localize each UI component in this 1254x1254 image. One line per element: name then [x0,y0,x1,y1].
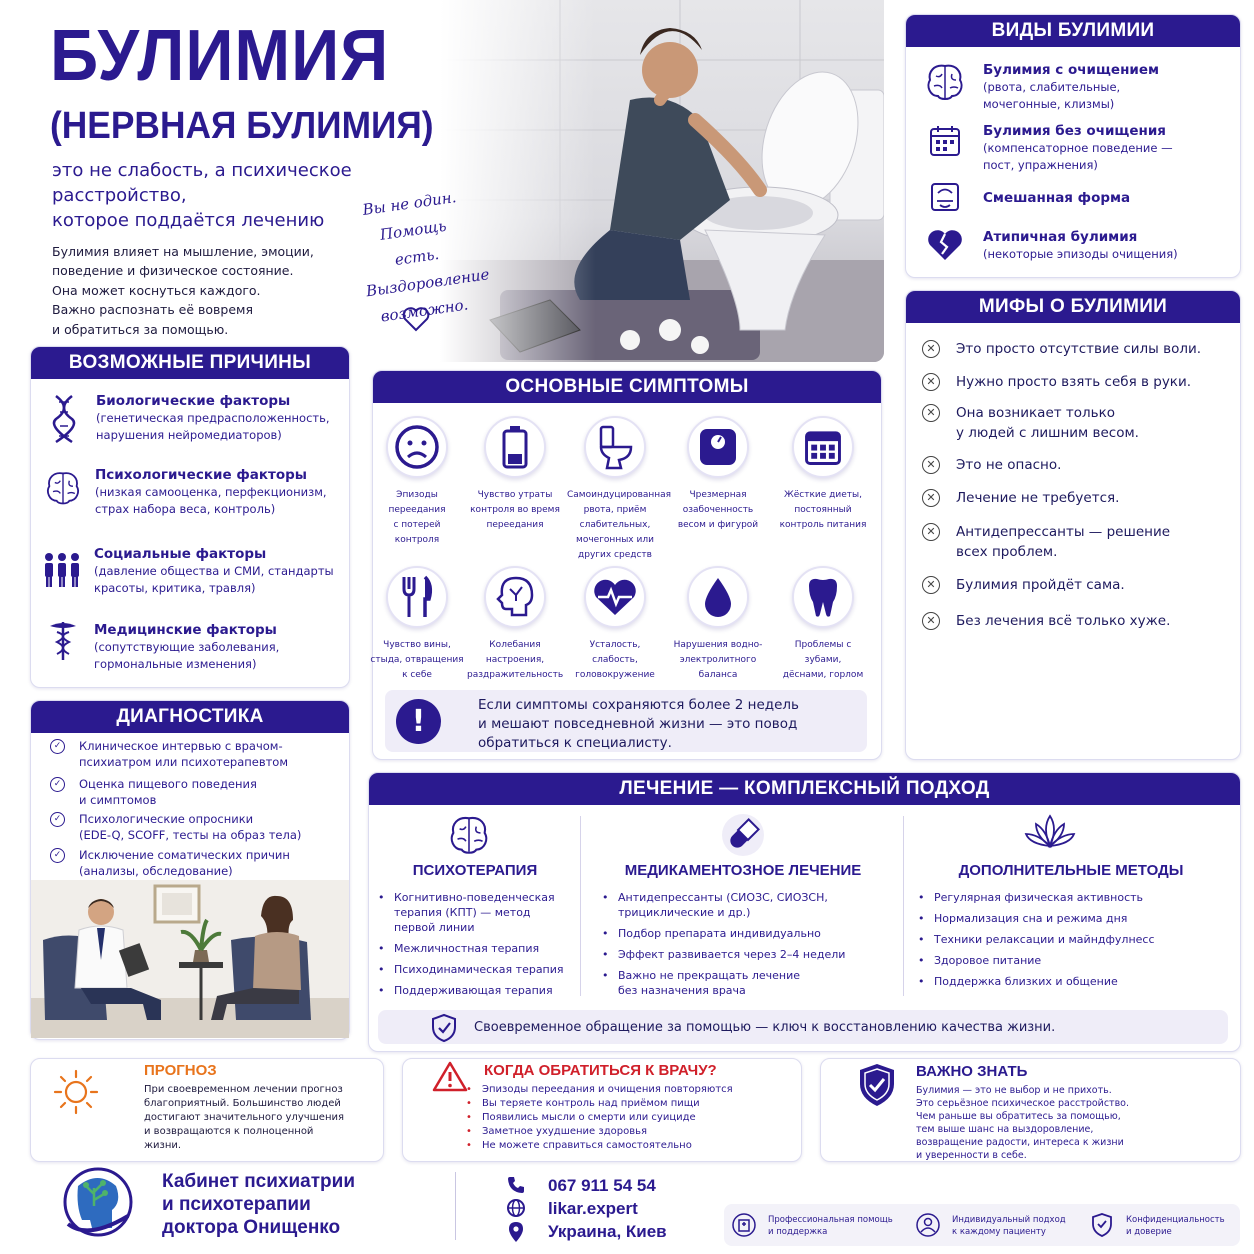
x-circle-icon: ✕ [922,612,940,630]
clinic-name: Кабинет психиатрии и психотерапии доктора Онищенко [162,1171,355,1238]
diagnostic-item: ✓ Клиническое интервью с врачом- психиатром или психотерапевтом [50,738,288,770]
myth-item: ✕ Нужно просто взять себя в руки. [922,372,1191,392]
x-circle-icon: ✕ [922,576,940,594]
shield-check-icon [430,1013,458,1043]
prognosis-title: ПРОГНОЗ [144,1062,217,1079]
type-item-3: Смешанная форма [983,190,1131,206]
website-link[interactable]: likar.expert [548,1199,638,1218]
type-item-1: Булимия с очищением (рвота, слабительные, мочегонные, клизмы) [983,62,1160,111]
sad-face-icon [394,424,440,470]
x-circle-icon: ✕ [922,489,940,507]
symptom-item: Жёсткие диеты, постоянный контроль питания [775,416,871,533]
treatment-list: • Антидепрессанты (СИОЗС, СИОЗСН, трициклические и др.) • Подбор препарата индивидуально • Эффект развивается через 2–4 недели • Важно не прекращать лечение без назначения врача [602,890,898,1004]
lotus-icon [1024,812,1076,852]
check-circle-icon: ✓ [50,848,65,863]
treatment-col-title: МЕДИКАМЕНТОЗНОЕ ЛЕЧЕНИЕ [624,862,862,879]
symptoms-alert-text: Если симптомы сохраняются более 2 недель и мешают повседневной жизни — это повод обратиться к специалисту. [478,697,799,751]
clinic-logo [58,1166,142,1238]
dna-icon [50,394,78,444]
calendar-icon [928,124,962,158]
globe-icon [506,1198,526,1218]
treatment-col-title: ДОПОЛНИТЕЛЬНЫЕ МЕТОДЫ [958,862,1184,879]
phone-icon [506,1175,526,1195]
symptom-item: Чувство утраты контроля во время переедания [467,416,563,533]
treatment-footer-text: Своевременное обращение за помощью — ключ к восстановлению качества жизни. [474,1020,1056,1035]
symptoms-title: ОСНОВНЫЕ СИМПТОМЫ [373,371,881,403]
brain-icon [922,60,968,104]
drop-icon [703,576,733,618]
scale-icon [697,426,739,468]
page-subtitle-title: (НЕРВНАЯ БУЛИМИЯ) [50,105,434,147]
myth-item: ✕ Без лечения всё только хуже. [922,611,1170,631]
handwritten-note: Вы не один. Помощь есть. Выздоровление возможно. [361,188,491,326]
heart-pulse-icon [592,577,638,617]
symptom-item: Колебания настроения, раздражительность [467,566,563,683]
important-title: ВАЖНО ЗНАТЬ [916,1063,1028,1080]
sun-icon [52,1068,100,1116]
location-pin-icon [508,1221,524,1243]
cause-item-2: Психологические факторы (низкая самооценка, перфекционизм, страх набора веса, контроль) [95,467,327,516]
check-circle-icon: ✓ [50,812,65,827]
treatment-title: ЛЕЧЕНИЕ — КОМПЛЕКСНЫЙ ПОДХОД [369,773,1240,805]
diagnostic-item: ✓ Исключение соматических причин (анализы, обследование) [50,847,290,879]
head-icon [494,575,536,619]
type-item-2: Булимия без очищения (компенсаторное поведение — пост, упражнения) [983,123,1173,172]
mixed-icon [930,182,960,212]
treatment-list: • Когнитивно-поведенческая терапия (КПТ) — метод первой линии • Межличностная терапия • Психодинамическая терапия • Поддерживающая терапия [378,890,578,1004]
tooth-icon [805,576,841,618]
myth-item: ✕ Это не опасно. [922,455,1061,475]
when-title: КОГДА ОБРАТИТЬСЯ К ВРАЧУ? [484,1062,717,1079]
check-circle-icon: ✓ [50,777,65,792]
symptom-item: Эпизоды переедания с потерей контроля [369,416,465,548]
heart-outline-icon [402,306,430,332]
page-title: БУЛИМИЯ [50,16,390,96]
myth-item: ✕ Антидепрессанты — решение всех проблем. [922,522,1170,562]
symptom-item: Самоиндуцированная рвота, приём слабительных, мочегонных или других средств [567,416,663,563]
caduceus-icon [46,618,80,662]
cause-item-1: Биологические факторы (генетическая предрасположенность, нарушения нейромедиаторов) [96,393,330,442]
treatment-divider [903,816,904,996]
symptom-item: Нарушения водно- электролитного баланса [670,566,766,683]
pill-icon [720,812,766,858]
shield-check-icon [856,1062,898,1108]
treatment-col-title: ПСИХОТЕРАПИЯ [412,862,538,879]
x-circle-icon: ✕ [922,404,940,422]
calendar-icon [803,427,843,467]
tagline: это не слабость, а психическое расстройство, которое поддаётся лечению [52,160,352,231]
x-circle-icon: ✕ [922,340,940,358]
people-icon [42,552,82,588]
phone-number[interactable]: 067 911 54 54 [548,1176,656,1195]
myth-item: ✕ Это просто отсутствие силы воли. [922,339,1201,359]
prognosis-text: При своевременном лечении прогноз благоприятный. Большинство людей достигают значительного улучшения и возвращаются к полноценной жизни. [144,1084,345,1151]
symptom-item: Проблемы с зубами, дёснами, горлом [775,566,871,683]
badge-text: Профессиональная помощь и поддержка [768,1215,893,1237]
causes-title: ВОЗМОЖНЫЕ ПРИЧИНЫ [31,347,349,379]
broken-heart-icon [926,228,964,262]
myth-item: ✕ Лечение не требуется. [922,488,1119,508]
toilet-icon [595,424,635,470]
myth-item: ✕ Она возникает только у людей с лишним весом. [922,403,1139,443]
brain-icon [42,468,84,508]
woman-toilet-image [440,0,884,362]
x-circle-icon: ✕ [922,373,940,391]
shield-check-icon [1090,1212,1114,1238]
exclamation-icon: ! [396,699,441,744]
myth-item: ✕ Булимия пройдёт сама. [922,575,1125,595]
intro-text: Булимия влияет на мышление, эмоции, поведение и физическое состояние. Она может коснуться каждого. Важно распознать её вовремя и обратиться за помощью. [52,244,314,337]
x-circle-icon: ✕ [922,456,940,474]
warning-icon [432,1060,468,1092]
when-list: • Эпизоды переедания и очищения повторяются • Вы теряете контроль над приёмом пищи • Появились мысли о смерти или суициде • Заметное ухудшение здоровья • Не можете справиться самостоятельно [466,1084,733,1151]
hero-illustration [440,0,884,362]
myths-title: МИФЫ О БУЛИМИИ [906,291,1240,323]
badge-text: Конфиденциальность и доверие [1126,1215,1225,1237]
symptom-item: Усталость, слабость, головокружение [567,566,663,683]
fork-knife-icon [399,575,435,619]
badge-text: Индивидуальный подход к каждому пациенту [952,1215,1066,1237]
building-icon [732,1213,756,1237]
cause-item-4: Медицинские факторы (сопутствующие заболевания, гормональные изменения) [94,622,280,671]
check-circle-icon: ✓ [50,739,65,754]
brain-icon [445,812,493,858]
types-title: ВИДЫ БУЛИМИИ [906,15,1240,47]
location-text: Украина, Киев [548,1222,667,1241]
x-circle-icon: ✕ [922,523,940,541]
diagnostics-title: ДИАГНОСТИКА [31,701,349,733]
footer-divider [455,1172,456,1240]
diagnostic-item: ✓ Психологические опросники (EDE-Q, SCOFF, тесты на образ тела) [50,811,301,843]
symptom-item: Чувство вины, стыда, отвращения к себе [369,566,465,683]
diagnostic-item: ✓ Оценка пищевого поведения и симптомов [50,776,257,808]
important-text: Булимия — это не выбор и не прихоть. Это серьёзное психическое расстройство. Чем раньше вы обратитесь за помощью, тем выше шанс на выздоровление, возвращение радости, интереса к жизни и уверенности в себе. [916,1085,1130,1161]
symptom-item: Чрезмерная озабоченность весом и фигурой [670,416,766,533]
cause-item-3: Социальные факторы (давление общества и СМИ, стандарты красоты, критика, травля) [94,546,334,595]
person-icon [916,1213,940,1237]
type-item-4: Атипичная булимия (некоторые эпизоды очищения) [983,229,1178,261]
treatment-list: • Регулярная физическая активность • Нормализация сна и режима дня • Техники релаксации и майндфулнесс • Здоровое питание • Поддержка близких и общение [918,890,1228,995]
treatment-divider [580,816,581,996]
battery-icon [500,424,530,470]
doctor-consultation-image [31,880,349,1038]
